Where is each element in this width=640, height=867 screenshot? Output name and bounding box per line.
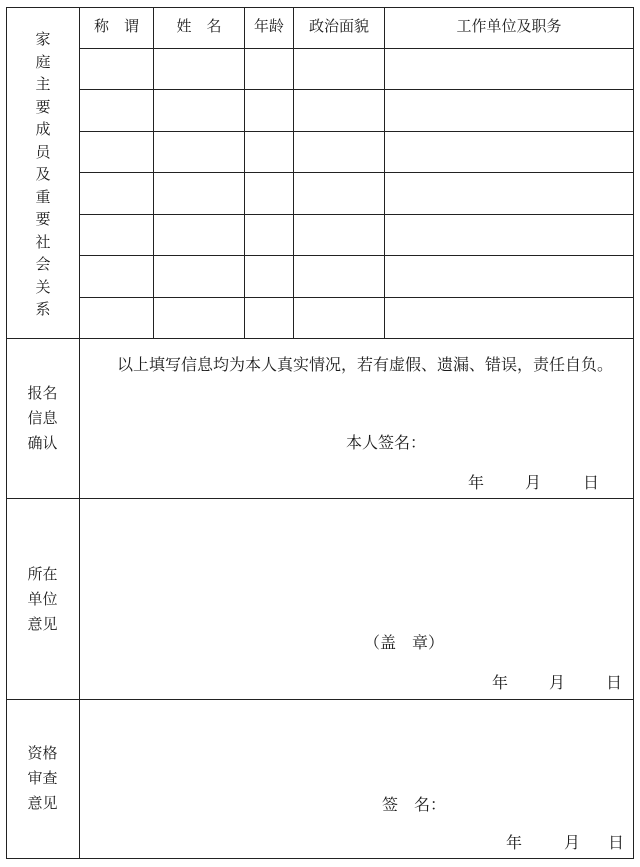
section-divider-unit: [6, 699, 634, 700]
review-opinion-section-label: 资格 审查 意见: [27, 744, 58, 812]
date-day: 日: [608, 833, 625, 852]
column-header-age: 年龄: [253, 17, 284, 35]
family-row-divider: [79, 131, 634, 132]
family-section-label: 家 庭 主 要 成 员 及 重 要 社 会 关 系: [35, 30, 51, 318]
seal-label: （盖 章）: [364, 633, 445, 652]
family-row-divider: [79, 89, 634, 90]
date-year: 年: [468, 473, 485, 492]
column-header-name: 姓 名: [176, 17, 222, 35]
column-header-relation: 称 谓: [93, 17, 139, 35]
date-month: 月: [564, 833, 581, 852]
form-top-border: [6, 7, 634, 8]
signature-label: 本人签名：: [346, 433, 427, 452]
date-month: 月: [525, 473, 542, 492]
date-year: 年: [492, 673, 509, 692]
registration-form: [6, 7, 634, 859]
family-row-divider: [79, 214, 634, 215]
review-signature-label: 签 名：: [382, 795, 447, 814]
date-day: 日: [583, 473, 600, 492]
family-row-divider: [79, 48, 634, 49]
family-row-divider: [79, 297, 634, 298]
family-row-divider: [79, 255, 634, 256]
confirmation-section-label: 报名 信息 确认: [27, 384, 58, 452]
date-day: 日: [606, 673, 623, 692]
form-bottom-border: [6, 858, 634, 859]
section-divider-confirmation: [6, 498, 634, 499]
unit-opinion-section-label: 所在 单位 意见: [27, 565, 58, 633]
form-right-border: [633, 7, 634, 859]
confirmation-statement: 以上填写信息均为本人真实情况，若有虚假、遗漏、错误，责任自负。: [117, 355, 614, 374]
column-header-political-status: 政治面貌: [308, 17, 369, 35]
section-divider-family: [6, 338, 634, 339]
family-row-divider: [79, 172, 634, 173]
label-column-divider: [79, 7, 80, 859]
date-year: 年: [506, 833, 523, 852]
column-header-work-unit: 工作单位及职务: [456, 17, 562, 35]
date-month: 月: [549, 673, 566, 692]
